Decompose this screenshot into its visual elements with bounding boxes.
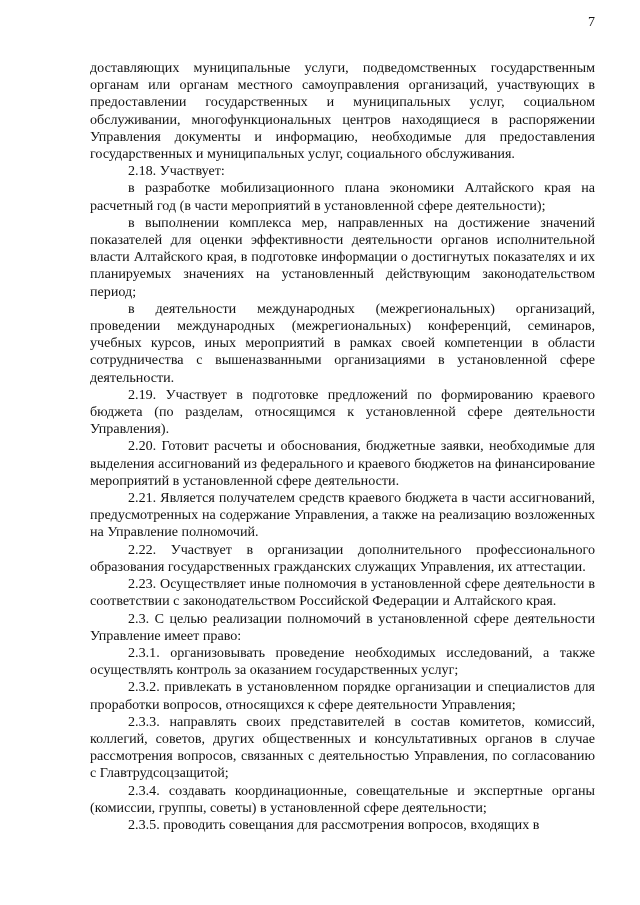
paragraph: 2.3.2. привлекать в установленном порядке организации и специалистов для проработки вопросов, относящихся к сфере деятельности Управления; <box>90 679 595 713</box>
paragraph: 2.3. С целью реализации полномочий в установленной сфере деятельности Управление имеет право: <box>90 610 595 644</box>
paragraph: 2.20. Готовит расчеты и обоснования, бюджетные заявки, необходимые для выделения ассигнований из федерального и краевого бюджетов на финансирование мероприятий в установленной сфере деятельности. <box>90 438 595 489</box>
paragraph: 2.21. Является получателем средств краевого бюджета в части ассигнований, предусмотренных на содержание Управления, а также на реализацию возложенных на Управление полномочий. <box>90 490 595 541</box>
paragraph: 2.18. Участвует: <box>128 163 225 180</box>
paragraph: 2.19. Участвует в подготовке предложений по формированию краевого бюджета (по разделам, относящимся к установленной сфере деятельности Управления). <box>90 386 595 438</box>
paragraph: 2.3.1. организовывать проведение необходимых исследований, а также осуществлять контроль за оказанием государственных услуг; <box>90 644 595 679</box>
document-body <box>90 60 595 834</box>
page-number: 7 <box>588 15 595 30</box>
paragraph: в деятельности международных (межрегиональных) организаций, проведении международных (межрегиональных) конференций, семинаров, учебных курсов, иных мероприятий в рамках своей компетенции в области сотрудничества с вышеназванными организациями в установленной сфере деятельности. <box>90 300 595 386</box>
paragraph: 2.3.3. направлять своих представителей в состав комитетов, комиссий, коллегий, советов, других общественных и консультативных органов в случае рассмотрения вопросов, связанных с деятельностью Управления, по согласованию с Главтрудсоцзащитой; <box>90 713 595 782</box>
paragraph: 2.3.4. создавать координационные, совещательные и экспертные органы (комиссии, группы, советы) в установленной сфере деятельности; <box>90 782 595 816</box>
paragraph: 2.22. Участвует в организации дополнительного профессионального образования государственных гражданских служащих Управления, их аттестации. <box>90 541 595 575</box>
paragraph: в разработке мобилизационного плана экономики Алтайского края на расчетный год (в части мероприятий в установленной сфере деятельности); <box>90 180 595 214</box>
paragraph: 2.23. Осуществляет иные полномочия в установленной сфере деятельности в соответствии с законодательством Российской Федерации и Алтайского края. <box>90 576 595 610</box>
paragraph: доставляющих муниципальные услуги, подведомственных государственным органам или органам местного самоуправления организаций, участвующих в предоставлении государственных и муниципальных услуг, социальном обслуживании, многофункциональных центров находящиеся в распоряжении Управления документы и информацию, необходимые для предоставления государственных и муниципальных услуг, социального обслуживания. <box>90 60 595 163</box>
paragraph: 2.3.5. проводить совещания для рассмотрения вопросов, входящих в <box>128 816 540 833</box>
paragraph: в выполнении комплекса мер, направленных на достижение значений показателей для оценки эффективности деятельности органов исполнительной власти Алтайского края, в подготовке информации о достигнутых показателях и их планируемых значениях на установленный действующим законодательством период; <box>90 214 595 300</box>
